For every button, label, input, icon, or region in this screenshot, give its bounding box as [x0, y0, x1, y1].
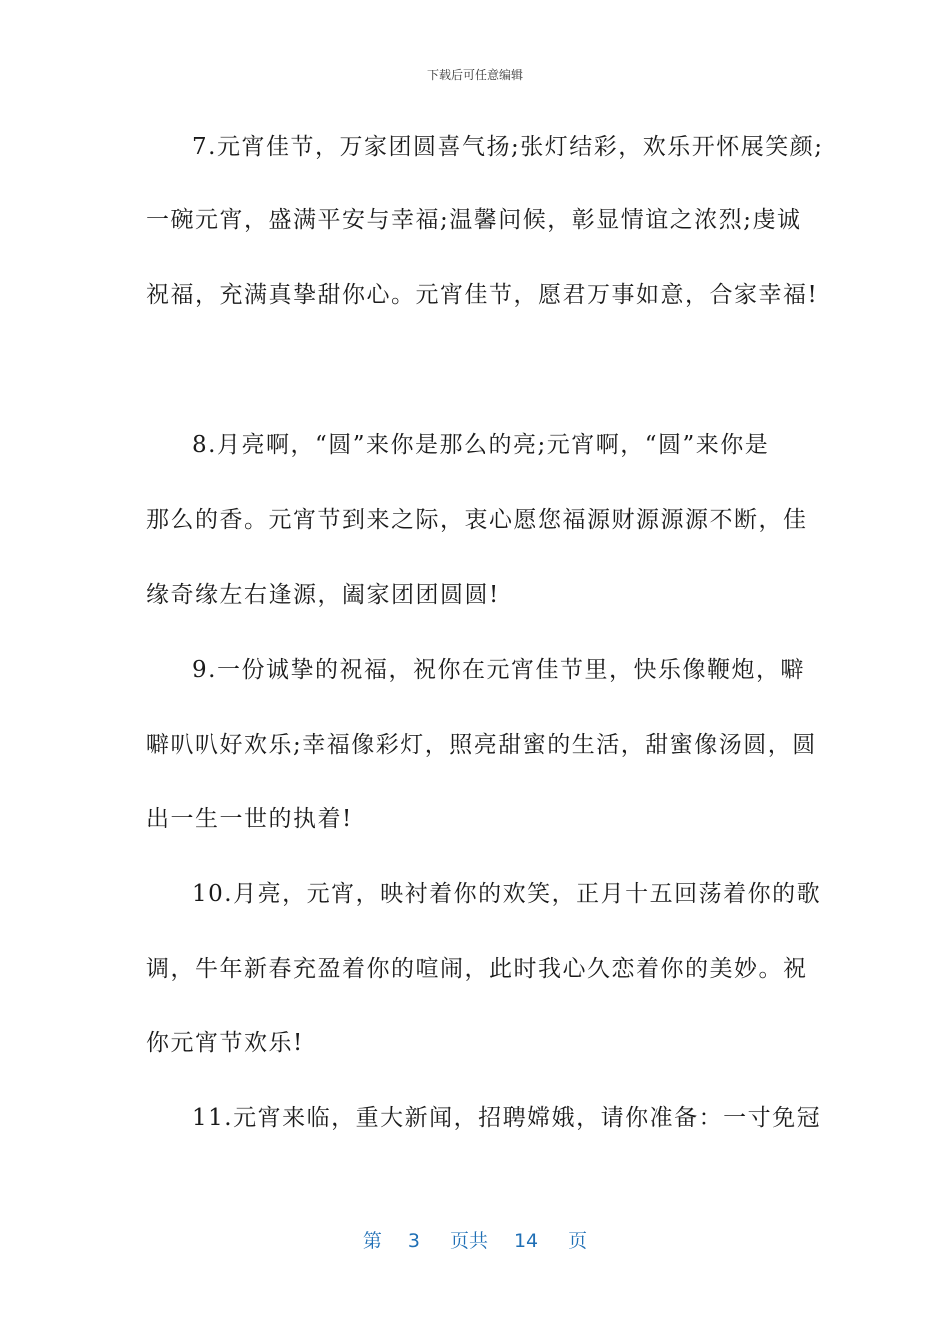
paragraph-line: 出一生一世的执着! — [146, 806, 353, 832]
paragraph-line: 一碗元宵，盛满平安与幸福;温馨问候，彰显情谊之浓烈;虔诚 — [146, 207, 802, 233]
paragraph-line: 那么的香。元宵节到来之际，衷心愿您福源财源源源不断，佳 — [146, 507, 808, 533]
paragraph-line: 你元宵节欢乐! — [146, 1030, 304, 1056]
paragraph-line: 9.一份诚挚的祝福，祝你在元宵佳节里，快乐像鞭炮，噼 — [192, 657, 805, 683]
page-footer — [0, 1226, 950, 1253]
paragraph-line: 缘奇缘左右逢源，阖家团团圆圆! — [146, 582, 500, 608]
current-page-number: 3 — [407, 1230, 420, 1252]
paragraph-line: 噼叭叭好欢乐;幸福像彩灯，照亮甜蜜的生活，甜蜜像汤圆，圆 — [146, 732, 817, 758]
paragraph-line: 10.月亮，元宵，映衬着你的欢笑，正月十五回荡着你的歌 — [192, 881, 822, 907]
paragraph-line: 7.元宵佳节，万家团圆喜气扬;张灯结彩，欢乐开怀展笑颜; — [192, 134, 824, 160]
footer-middle: 页共 — [449, 1230, 488, 1252]
header-note: 下载后可任意编辑 — [426, 68, 523, 82]
paragraph-line: 祝福，充满真挚甜你心。元宵佳节，愿君万事如意，合家幸福! — [146, 282, 819, 308]
paragraph-line: 调，牛年新春充盈着你的喧闹，此时我心久恋着你的美妙。祝 — [146, 956, 808, 982]
total-page-count: 14 — [513, 1230, 539, 1252]
footer-prefix: 第 — [362, 1230, 382, 1252]
footer-suffix: 页 — [568, 1230, 588, 1252]
paragraph-line: 8.月亮啊，“圆”来你是那么的亮;元宵啊，“圆”来你是 — [192, 432, 770, 458]
paragraph-line: 11.元宵来临，重大新闻，招聘嫦娥，请你准备：一寸免冠 — [192, 1105, 822, 1131]
